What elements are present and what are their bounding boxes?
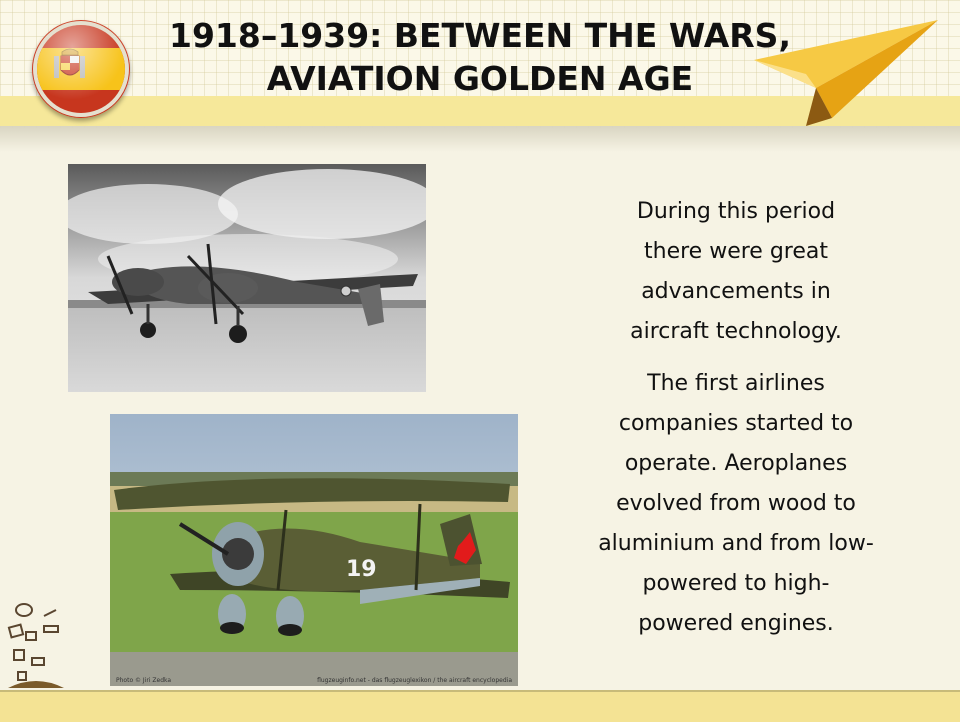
paragraph-1: During this period there were great advancements in aircraft technology.: [630, 199, 842, 344]
svg-text:19: 19: [346, 557, 377, 582]
paragraph-2: The first airlines companies started to operate. Aeroplanes evolved from wood to aluminium and from low- powered to high- powered engines.: [598, 371, 874, 636]
pencils-decoration-icon: [4, 596, 70, 696]
photo-bw-warplane: [68, 164, 426, 392]
page-title: [130, 14, 830, 100]
body-text: [556, 192, 916, 644]
spain-flag-icon: [32, 20, 130, 118]
title-line-2: AVIATION GOLDEN AGE: [266, 59, 694, 98]
paper-plane-icon: [746, 14, 942, 132]
photo-credit-right: flugzeuginfo.net - das flugzeuglexikon / the aircraft encyclopedia: [317, 677, 512, 684]
photo-credit-left: Photo © Jiri Zedka: [116, 677, 172, 684]
title-line-1: 1918–1939: BETWEEN THE WARS,: [168, 16, 791, 55]
photo-color-biplane: [110, 414, 518, 686]
bottom-bar: [0, 690, 960, 722]
